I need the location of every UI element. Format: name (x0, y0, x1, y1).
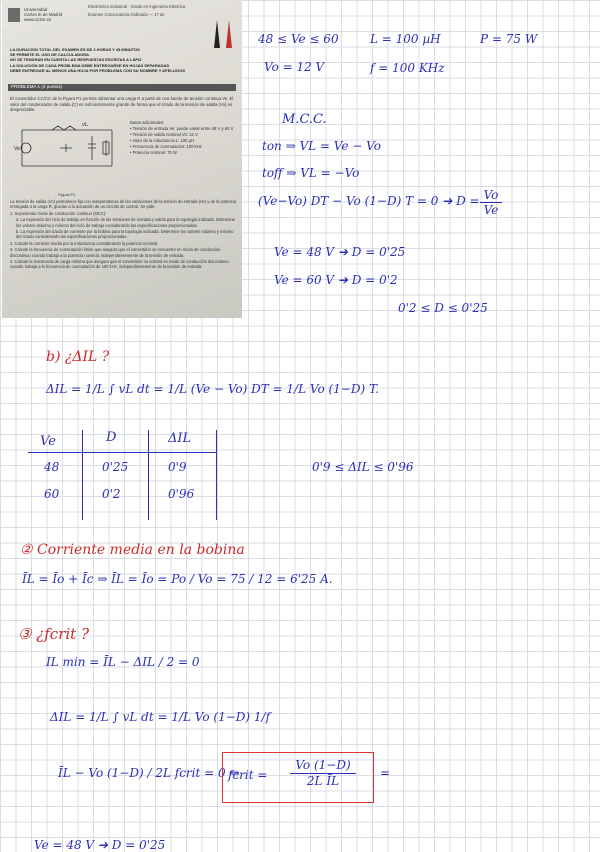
given-inductance: L = 100 µH (370, 32, 441, 46)
table-column-rule (148, 430, 149, 520)
datos-item: • Tensión de salida nominal Vo: 12 V (130, 132, 198, 137)
rule-line: DEBE ENTREGAR AL MENOS UNA HOJA POR PROBLEMA CON SU NOMBRE Y APELLIDOS (10, 67, 186, 73)
duty-numerator: Vo (480, 188, 502, 203)
rule-line: LA DURACIÓN TOTAL DEL EXAMEN ES DE 2 HORAS Y 45 MINUTOS (10, 47, 140, 52)
rule-line: NO SE TENDRÁN EN CUENTA LAS RESPUESTAS ESCRITAS A LÁPIZ (10, 57, 142, 63)
duty-case-48: Ve = 48 V ➔ D = 0'25 (274, 245, 406, 259)
additional-data (130, 120, 233, 156)
table-cell: 0'9 (168, 460, 187, 474)
duty-range: 0'2 ≤ D ≤ 0'25 (398, 301, 488, 315)
table-column-rule (216, 430, 217, 520)
datos-title: Datos adicionales: (130, 120, 165, 125)
table-cell: 0'25 (102, 460, 129, 474)
given-vo: Vo = 12 V (264, 60, 325, 74)
rule-line: SE PERMITE EL USO DE CALCULADORA (10, 52, 90, 58)
mean-current-formula: ĪL = Īo + Īc ⇒ ĪL = Īo = Po / Vo = 75 / 12 = 6'25 A. (22, 572, 333, 586)
ripple-formula: ΔIL = 1/L ∫ vL dt = 1/L (Ve − Vo) DT = 1/L Vo (1−D) T. (46, 382, 380, 396)
table-header: ΔIL (168, 431, 192, 446)
volt-second-balance: (Ve−Vo) DT − Vo (1−D) T = 0 ➔ D = (258, 194, 480, 208)
question-text: La tensión de salida (Vo) permanece fija con independencia de las variaciones de la tensión de entrada (Ve) y de la potencia entregada a la carga R, gracias a la actuación de un circuito de control. Se pide: (10, 199, 236, 210)
duty-case-60: Ve = 60 V ➔ D = 0'2 (274, 273, 398, 287)
toff-equation: toff ⇒ VL = −Vo (262, 166, 360, 180)
fcrit-fraction (290, 758, 356, 788)
university-name: Universidad Carlos III de Madrid www.uc3m.es (24, 7, 63, 22)
given-power: P = 75 W (480, 32, 538, 46)
ripple-frequency-equation: ΔIL = 1/L ∫ vL dt = 1/L Vo (1−D) 1/f (50, 710, 271, 724)
question-text: 1. Suponiendo modo de conducción continuo (MCC): (10, 210, 107, 216)
table-cell: 48 (44, 460, 60, 474)
part-2-heading: ② Corriente media en la bobina (20, 542, 245, 558)
question-text: a. La expresión del ciclo de trabajo en función de las tensiones de entrada y salida para la topología indicada. Determine los valores máximo y mínimo del ciclo de trabajo considerando las especificaciones proporcionadas. (16, 217, 235, 228)
fcrit-denominator: 2L ĪL (306, 774, 340, 788)
duty-denominator: Ve (483, 203, 499, 217)
min-current-equation: IL min = ĪL − ΔIL / 2 = 0 (46, 655, 200, 669)
table-cell: 0'96 (168, 487, 195, 501)
question-text: 4. Calcule la resistencia de carga mínima que asegura que el convertidor no entrará en modo de conducción discontinuo cuando trabaja a la frecuencia de conmutación de 100 kHz, independientemente de la tensión de entrada. (10, 259, 229, 270)
datos-item: • Valor de la inductancia L: 100 µH (130, 138, 195, 143)
table-header: Ve (40, 434, 56, 449)
bolt-icon (226, 20, 232, 48)
figure-caption: Figura P1 (58, 192, 76, 197)
circuit-diagram (12, 118, 124, 174)
svg-text:Ve: Ve (14, 146, 21, 152)
fcrit-label: fcrit = (228, 768, 268, 782)
fcrit-equals: = (380, 766, 391, 780)
table-cell: 60 (44, 487, 60, 501)
question-text: 3. Calcule la frecuencia de conmutación límite que asegura que el convertidor se encuentre en modo de conducción discontinuo cuando trabaja a la potencia nominal, independientemente de la tensión de entrada. (10, 247, 221, 258)
table-header-rule (28, 452, 216, 453)
given-ve-range: 48 ≤ Ve ≤ 60 (258, 32, 339, 46)
university-logo (8, 8, 20, 22)
given-frequency: f = 100 KHz (370, 61, 445, 75)
duty-fraction (480, 188, 502, 217)
mcc-title: M.C.C. (282, 112, 327, 127)
table-column-rule (82, 430, 83, 520)
part-3-heading: ③ ¿fcrit ? (18, 625, 90, 643)
bolt-icon (214, 20, 220, 48)
ton-equation: ton ⇒ VL = Ve − Vo (262, 139, 381, 153)
fcrit-numerator: Vo (1−D) (290, 758, 356, 774)
datos-item: • Potencia nominal: 75 W (130, 150, 177, 155)
course-header: Electrónica Industrial · Grado en Ingeniería Eléctrica (88, 4, 186, 9)
questions (10, 199, 236, 271)
section-bar (8, 84, 236, 91)
datos-item: • Tensión de entrada Ve: puede variar entre 48 V y 60 V (130, 126, 234, 131)
datos-item: • Frecuencia de conmutación: 100 kHz (130, 144, 202, 149)
exam-rules (10, 47, 185, 73)
problem-intro: El convertidor CC/CC de la Figura P1 permite alimentar una carga R a partir de una fuente de tensión continua Ve. El valor del condensador de salida (C) es suficientemente grande de forma que el rizado de la tensión de salida (Vo) es despreciable. (10, 96, 234, 113)
critical-condition: ĪL − Vo (1−D) / 2L fcrit = 0 ⇒ (58, 766, 240, 780)
table-header: D (106, 430, 117, 445)
question-text: b. La expresión del rizado de corriente por la bobina para la topología indicada. Determine los valores máximo y mínimo del rizado considerando las especificaciones proporcionadas. (16, 229, 234, 240)
exam-photo (2, 0, 242, 318)
part-b-heading: b) ¿ΔIL ? (46, 349, 110, 365)
exam-header: Examen Convocatoria Ordinaria — 17 de (88, 12, 165, 17)
rule-line: LA SOLUCIÓN DE CADA PROBLEMA DEBE ENTREGARSE EN HOJAS SEPARADAS (10, 62, 170, 68)
svg-text:vL: vL (82, 122, 88, 128)
ripple-range: 0'9 ≤ ΔIL ≤ 0'96 (312, 460, 414, 474)
table-cell: 0'2 (102, 487, 121, 501)
bottom-cut-line: Ve = 48 V ➔ D = 0'25 (34, 838, 166, 852)
section-title: PROBLEMA 1 (4 puntos) (11, 84, 63, 89)
question-text: 2. Calcule la corriente media por la inductancia considerando la potencia nominal. (10, 240, 159, 246)
